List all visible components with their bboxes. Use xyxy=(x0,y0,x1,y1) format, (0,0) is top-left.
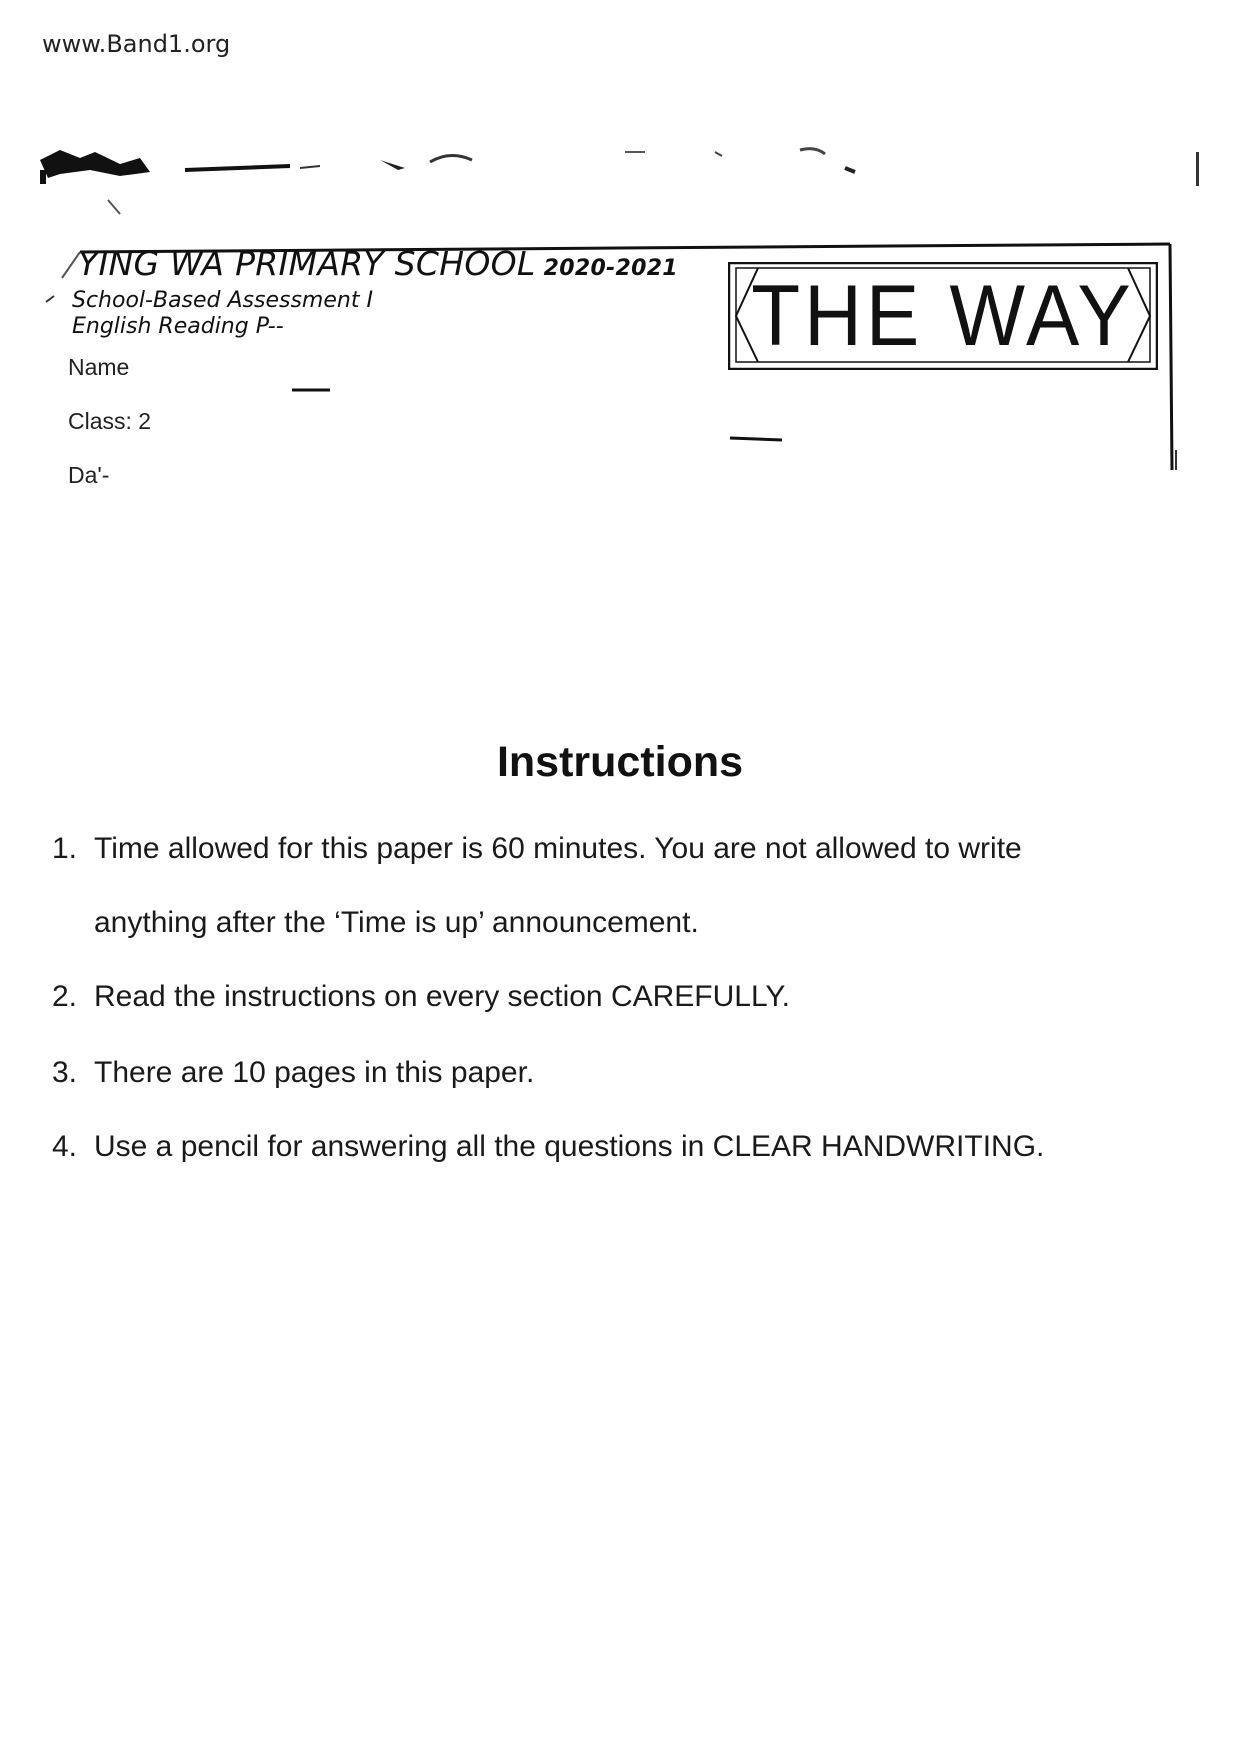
logo-text: THE WAY xyxy=(751,267,1135,364)
instruction-item-1-continued: anything after the ‘Time is up’ announcement. xyxy=(94,906,699,939)
instruction-text: Use a pencil for answering all the questions in CLEAR HANDWRITING. xyxy=(94,1130,1045,1163)
instruction-item-4 xyxy=(52,1130,1192,1164)
the-way-logo xyxy=(728,262,1158,370)
school-year: 2020-2021 xyxy=(543,256,678,281)
instruction-text: Time allowed for this paper is 60 minutes. You are not allowed to write xyxy=(94,832,1022,865)
instruction-item-2 xyxy=(52,980,1192,1014)
instruction-item-3 xyxy=(52,1056,1192,1090)
assessment-title: School-Based Assessment I xyxy=(72,288,373,313)
instruction-number: 2. xyxy=(52,980,78,1013)
instruction-number: 1. xyxy=(52,832,78,865)
instruction-text: There are 10 pages in this paper. xyxy=(94,1056,535,1089)
class-field-label: Class: 2 xyxy=(68,408,152,434)
watermark-url: www.Band1.org xyxy=(42,30,231,58)
instructions-title: Instructions xyxy=(496,738,744,786)
instruction-item-1 xyxy=(52,832,1192,866)
school-name: YING WA PRIMARY SCHOOL 2020-2021 xyxy=(78,244,678,283)
name-field-label: Name xyxy=(68,354,130,380)
subject-title: English Reading P-- xyxy=(72,314,284,339)
instruction-number: 4. xyxy=(52,1130,78,1163)
date-field-label: Da'- xyxy=(68,462,110,488)
instruction-text: Read the instructions on every section CAREFULLY. xyxy=(94,980,790,1013)
instruction-number: 3. xyxy=(52,1056,78,1089)
